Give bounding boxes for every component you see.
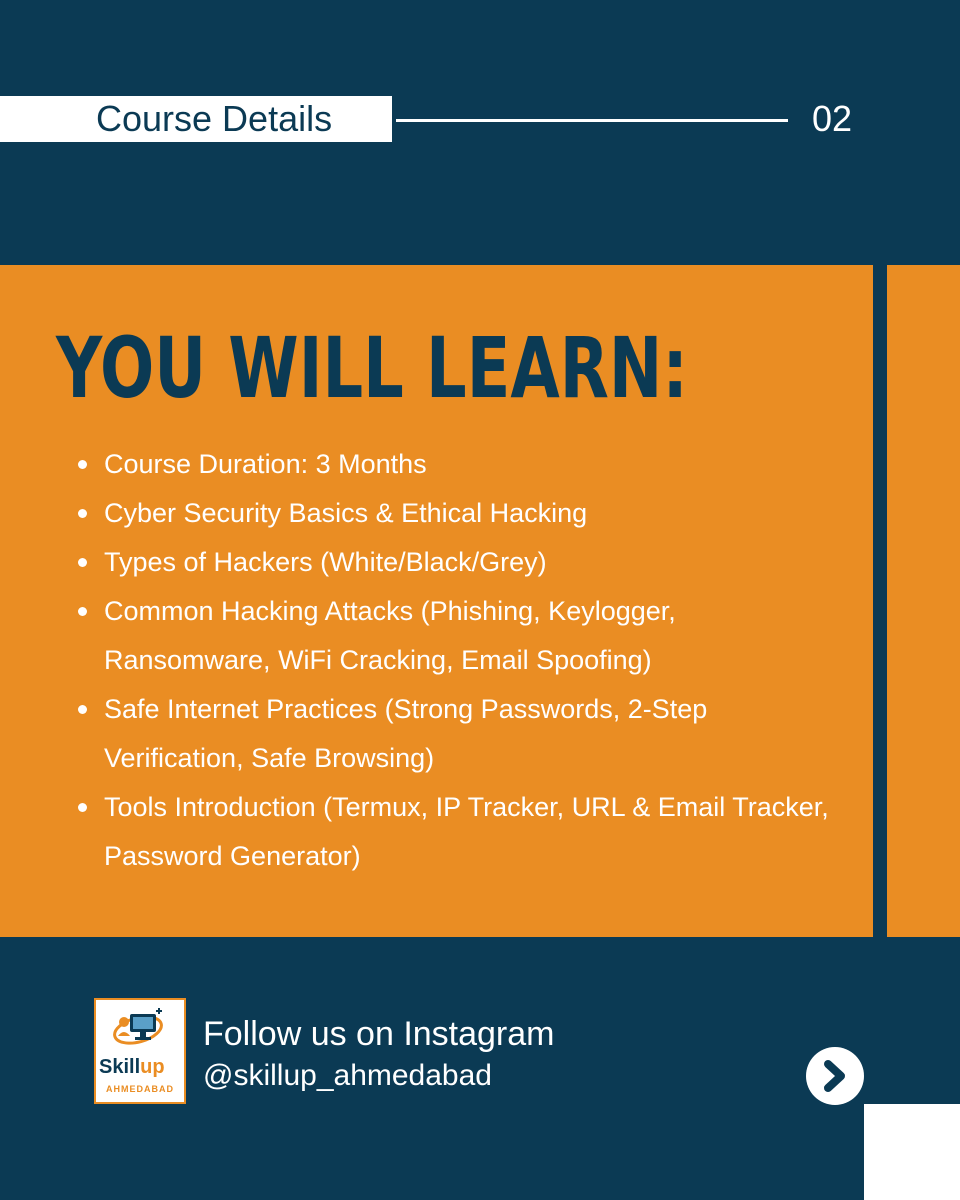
- instagram-handle[interactable]: @skillup_ahmedabad: [203, 1059, 492, 1092]
- list-item: Types of Hackers (White/Black/Grey): [78, 538, 848, 587]
- skillup-logo: [94, 998, 186, 1104]
- learn-list: [78, 440, 848, 881]
- page-number: 02: [812, 98, 853, 139]
- list-item: Safe Internet Practices (Strong Passwords, 2-Step Verification, Safe Browsing): [78, 685, 848, 783]
- list-item: Cyber Security Basics & Ethical Hacking: [78, 489, 848, 538]
- corner-block: [864, 1104, 960, 1200]
- section-title: Course Details: [96, 98, 333, 139]
- chevron-right-icon: [806, 1047, 864, 1105]
- list-item: Common Hacking Attacks (Phishing, Keylogger, Ransomware, WiFi Cracking, Email Spoofing): [78, 587, 848, 685]
- accent-strip: [887, 265, 960, 937]
- learn-heading: YOU WILL LEARN:: [56, 319, 688, 417]
- logo-word-skill: Skill: [99, 1056, 141, 1078]
- list-item: Course Duration: 3 Months: [78, 440, 848, 489]
- monitor-logo-icon: [96, 1000, 184, 1060]
- logo-word-up: up: [140, 1056, 165, 1078]
- next-button[interactable]: [806, 1047, 864, 1105]
- follow-label: Follow us on Instagram: [203, 1015, 555, 1053]
- logo-city: AHMEDABAD: [106, 1084, 174, 1094]
- header-divider: [396, 119, 788, 122]
- logo-wordmark: [99, 1056, 165, 1078]
- list-item: Tools Introduction (Termux, IP Tracker, URL & Email Tracker, Password Generator): [78, 783, 848, 881]
